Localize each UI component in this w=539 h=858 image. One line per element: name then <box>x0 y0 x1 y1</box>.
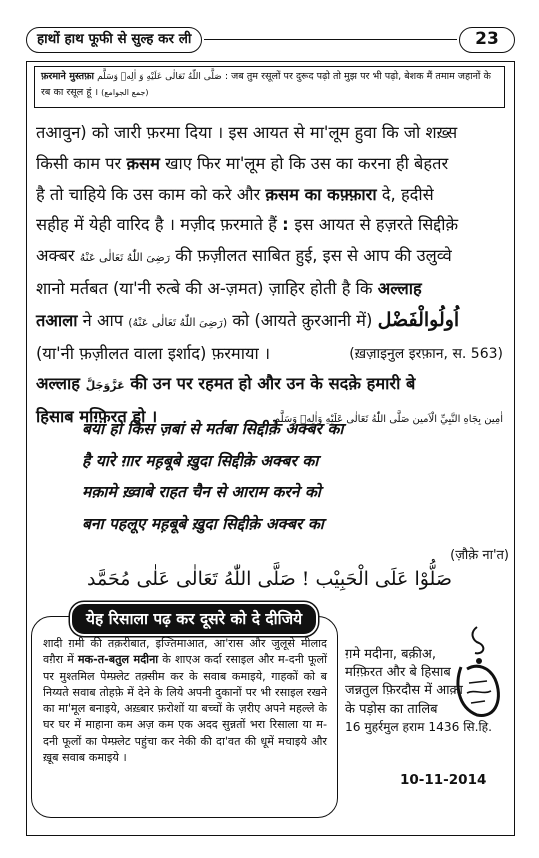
closing-dua: ग़मे मदीना, बक़ीअ, मग़्फ़िरत और बे हिसाब जन्नतुल फ़िरदौस में आक़ा के पड़ोस का तालिब <box>345 647 463 717</box>
hijri-date: 16 मुहर्रमुल हराम 1436 सि.हि. <box>345 720 492 734</box>
chapter-title: हाथों हाथ फूफी से सुल्ह कर ली <box>26 27 202 53</box>
text-line: किसी काम पर क़सम खाए फिर मा'लूम हो कि उस का करना ही बेहतर <box>36 153 449 173</box>
farman-label: फ़रमाने मुस्तफ़ा <box>41 71 95 82</box>
text-line: (या'नी फ़ज़ीलत वाला इर्शाद) फ़रमाया । (ख़ज़ाइनुल इरफ़ान, स. 563) <box>36 339 503 370</box>
quranic-phrase: اُولُوالْفَضْل <box>377 308 460 331</box>
text-line: अल्लाह عَزَّوَجَلَّ की उन पर रहमत हो और उन के सदक़े हमारी बे <box>36 374 416 394</box>
header-rule <box>204 39 457 40</box>
text-line: सहीह में येही वारिद है । मज़ीद फ़रमाते हैं : इस आयत से हज़रते सिद्दीक़े <box>36 215 459 235</box>
reference: (ख़ज़ाइनुल इरफ़ान, स. 563) <box>349 345 503 362</box>
radiallahu-anhu: رَضِیَ اللّٰهُ تَعَالٰی عَنْهُ <box>79 251 171 265</box>
page-header <box>26 27 515 53</box>
text-line: शानो मर्तबत (या'नी रुत्बे की अ-ज़मत) ज़ाहिर होती है कि अल्लाह <box>36 278 422 298</box>
text-line: हिसाब मग़्फ़िरत हो । اٰمِين بِجَاهِ النَّبِيِّ الْاَمين صَلَّى اللّٰهُ تَعَالٰى عَلَيْهِ وَاٰلِهٖ وَسَلَّم <box>36 402 503 436</box>
farman-box <box>34 66 505 108</box>
main-text <box>36 118 503 436</box>
poem-line: है यारे ग़ार मह़बूबे ख़ुदा सिद्दीक़े अक्बर का <box>82 451 319 470</box>
page-number: 23 <box>459 27 515 53</box>
poem-line: बना पहलूए मह़बूबे ख़ुदा सिद्दीक़े अक्बर का <box>82 514 324 533</box>
poem-line: मक़ामे ख़्वाबे राहत चैन से आराम करने को <box>82 483 321 501</box>
text-line: तआवुन) को जारी फ़रमा दिया । इस आयत से मा'लूम हुवा कि जो शख़्स <box>36 123 458 142</box>
distribution-banner: येह रिसाला पढ़ कर दूसरे को दे दीजिये <box>70 602 318 636</box>
text-line: अक्बर رَضِیَ اللّٰهُ تَعَالٰی عَنْهُ की फ़ज़ीलत साबित हुई, इस से आप की उलुव्वे <box>36 246 452 266</box>
farman-text: : जब तुम रसूलों पर दुरूद पढ़ो तो मुझ पर भी पढ़ो, बेशक मैं तमाम जहानों के रब का रसूल हूं । <box>41 71 491 98</box>
salawat-line: صَلُّوْا عَلَى الْحَبِيْب ! صَلَّى اللّٰهُ تَعَالٰى عَلٰى مُحَمَّد <box>87 568 452 590</box>
gregorian-date: 10-11-2014 <box>400 772 487 788</box>
farman-blessing: صَلَّى اللّٰهُ تَعَالٰى عَلَيْهِ وَ اٰلِهٖ وَسَلَّم <box>97 72 222 82</box>
text-line: तआला ने आप (رَضِیَ اللّٰهُ تَعَالٰی عَنْهُ) को (आयते क़ुरआनी में) اُولُوالْفَضْل <box>36 308 460 331</box>
farman-source: (جمع الجوامع) <box>101 88 149 97</box>
poem-line: बयां हो किस ज़बां से मर्तबा सिद्दीक़े अक्बर का <box>82 420 344 438</box>
poem-credit: (ज़ौक़े ना'त) <box>450 548 509 563</box>
text-line: है तो चाहिये कि उस काम को करे और क़सम का कफ़्फ़ारा दे, हदीसे <box>36 184 434 204</box>
distribution-text: शादी ग़मी की तक़रीबात, इज्तिमाआत, आ'रास और जुलूसे मीलाद वग़ैरा में मक-त-बतुल मदीना के शाएअ कर्दा रसाइल और म-दनी फूलों पर मुश्तमिल पेम्फ़्लेट तक़्सीम कर के सवाब कमाइये, गाहकों को ब निय्यते सवाब तोहफ़े में देने के लिये अपनी दुकानों पर भी रसाइल रखने का मा'मूल बनाइये, अख़्बार फ़रोशों या बच्चों के ज़रीए अपने महल्ले के घर घर में माहाना कम अज़ कम एक अदद सुन्नतों भरा रिसाला या म-दनी फूलों का पेम्फ़्लेट पहुंचा कर नेकी की दा'वत की धूमें मचाइये और ख़ूब सवाब कमाइये । <box>43 637 328 765</box>
poem <box>82 414 462 540</box>
calligraphy-signature-icon <box>447 623 507 723</box>
ameen-dua: اٰمِين بِجَاهِ النَّبِيِّ الْاَمين صَلَّى اللّٰهُ تَعَالٰى عَلَيْهِ وَاٰلِهٖ وَسَلَّم <box>273 414 503 426</box>
